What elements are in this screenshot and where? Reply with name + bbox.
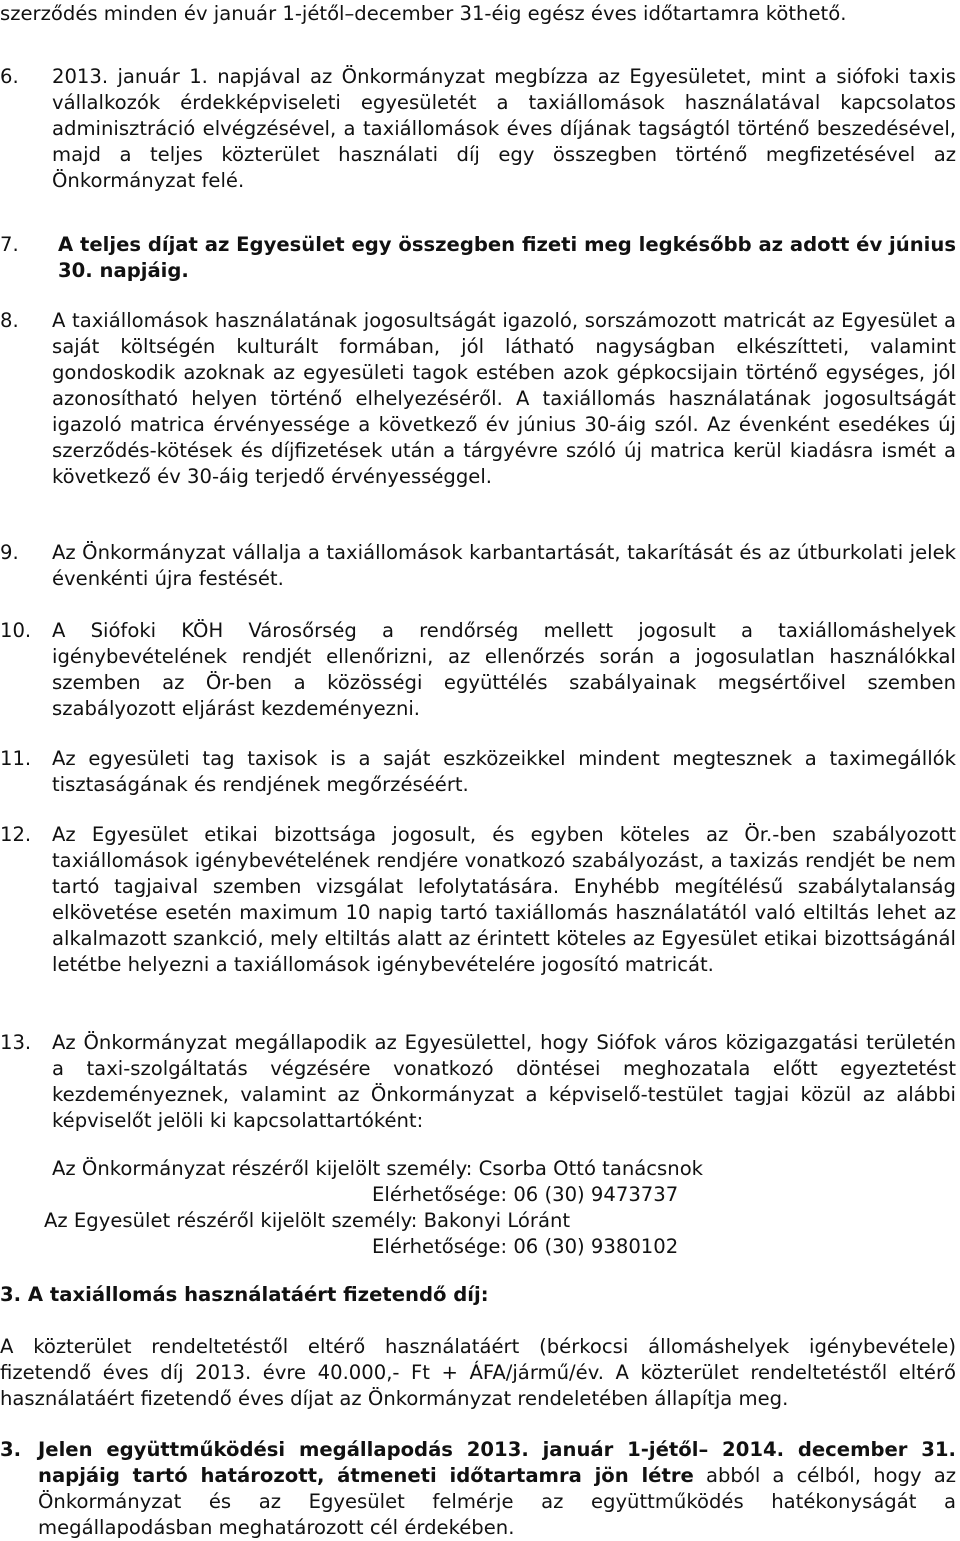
clause-text: Az egyesületi tag taxisok is a saját eszközeikkel mindent megtesznek a taximegállók tisztaságának és rendjének megőrzéséért. — [52, 747, 956, 796]
clause-text: A taxiállomások használatának jogosultságát igazoló, sorszámozott matricát az Egyesület a saját költségén kulturált formában, jól látható nagyságban elkészítteti, valamint gondoskodik azoknak az egyesületi tagok estében azok gépkocsijain történő egységes, jól azonosítható helyen történő elhelyezéséről. A taxiállomás használatának jogosultságát igazoló matrica érvényessége a következő év június 30-áig szól. Az évenként esedékes új szerződés-kötések és díjfizetések után a tárgyévre szóló új matrica kerül kiadásra ismét a következő év 30-áig terjedő érvényességgel. — [52, 309, 956, 488]
clause-number: 13. — [0, 1031, 32, 1054]
municipality-contact-phone: Elérhetősége: 06 (30) 9473737 — [372, 1183, 679, 1206]
clause-text: Az Egyesület etikai bizottsága jogosult, és egyben köteles az Ör.-ben szabályozott taxiállomások igénybevételének rendjére vonatkozó szabályozást, a taxizás rendjét be nem tartó tagjaival szemben vizsgálat lefolytatására. Enyhébb megítélésű szabálytalanság elkövetése esetén maximum 10 napig tartó taxiállomás használatától való eltiltás lehet az alkalmazott szankció, mely eltiltás alatt az érintett köteles az Egyesület etikai bizottságánál letétbe helyezni a taxiállomások igénybevételére jogosító matricát. — [52, 823, 956, 976]
clause-number: 3. — [0, 1438, 22, 1461]
association-contact-phone: Elérhetősége: 06 (30) 9380102 — [372, 1235, 679, 1258]
clause-number: 7. — [0, 233, 19, 256]
clause-number: 9. — [0, 541, 19, 564]
paragraph-continuation: szerződés minden év január 1-jétől–december 31-éig egész éves időtartamra köthető. — [0, 2, 847, 25]
clause-text: 2013. január 1. napjával az Önkormányzat megbízza az Egyesületet, mint a siófoki taxis vállalkozók érdekképviseleti egyesületét a taxiállomások használatával kapcsolatos adminisztráció elvégzésével, a taxiállomások éves díjának tagságtól történő beszedésével, majd a teljes közterület használati díj egy összegben történő megfizetésével az Önkormányzat felé. — [52, 65, 956, 192]
clause-text — [38, 1437, 956, 1541]
clause-number: 11. — [0, 747, 32, 770]
association-contact-person: Az Egyesület részéről kijelölt személy: Bakonyi Lóránt — [44, 1209, 571, 1232]
clause-text: A Siófoki KÖH Városőrség a rendőrség mellett jogosult a taxiállomáshelyek igénybevételének rendjét ellenőrizni, az ellenőrzés során a jogosulatlan használókkal szemben az Ör-ben a közösségi együttélés szabályainak megsértőivel szemben szabályozott eljárást kezdeményezni. — [52, 619, 956, 720]
clause-text: A teljes díjat az Egyesület egy összegben fizeti meg legkésőbb az adott év június 30. napjáig. — [58, 233, 956, 282]
clause-text: Az Önkormányzat megállapodik az Egyesülettel, hogy Siófok város közigazgatási területén a taxi-szolgáltatás végzésére vonatkozó döntései meghozatala előtt egyeztetést kezdeményeznek, valamint az Önkormányzat a képviselő-testület tagjai közül az alábbi képviselőt jelöli ki kapcsolattartóként: — [52, 1031, 956, 1132]
clause-number: 12. — [0, 823, 32, 846]
clause-text-bold: Jelen együttműködési megállapodás 2013. január 1-jétől– 2014. december 31. napjáig tartó határozott, átmeneti időtartamra jön létre — [38, 1438, 956, 1487]
municipality-contact-person: Az Önkormányzat részéről kijelölt személy: Csorba Ottó tanácsnok — [52, 1157, 704, 1180]
clause-number: 6. — [0, 65, 19, 88]
clause-text: Az Önkormányzat vállalja a taxiállomások karbantartását, takarítását és az útburkolati jelek évenkénti újra festését. — [52, 541, 956, 590]
section-heading: 3. A taxiállomás használatáért fizetendő díj: — [0, 1283, 489, 1306]
clause-number: 8. — [0, 309, 19, 332]
clause-number: 10. — [0, 619, 32, 642]
section-paragraph: A közterület rendeltetéstől eltérő használatáért (bérkocsi állomáshelyek igénybevétele) fizetendő éves díj 2013. évre 40.000,- Ft + ÁFA/jármű/év. A közterület rendeltetéstől eltérő használatáért fizetendő éves díjat az Önkormányzat rendeletében állapítja meg. — [0, 1335, 956, 1410]
clause-text-rest: abból a célból, hogy az Önkormányzat és az Egyesület felmérje az együttműködés hatékonyságát a megállapodásban meghatározott cél érdekében. — [38, 1464, 957, 1539]
